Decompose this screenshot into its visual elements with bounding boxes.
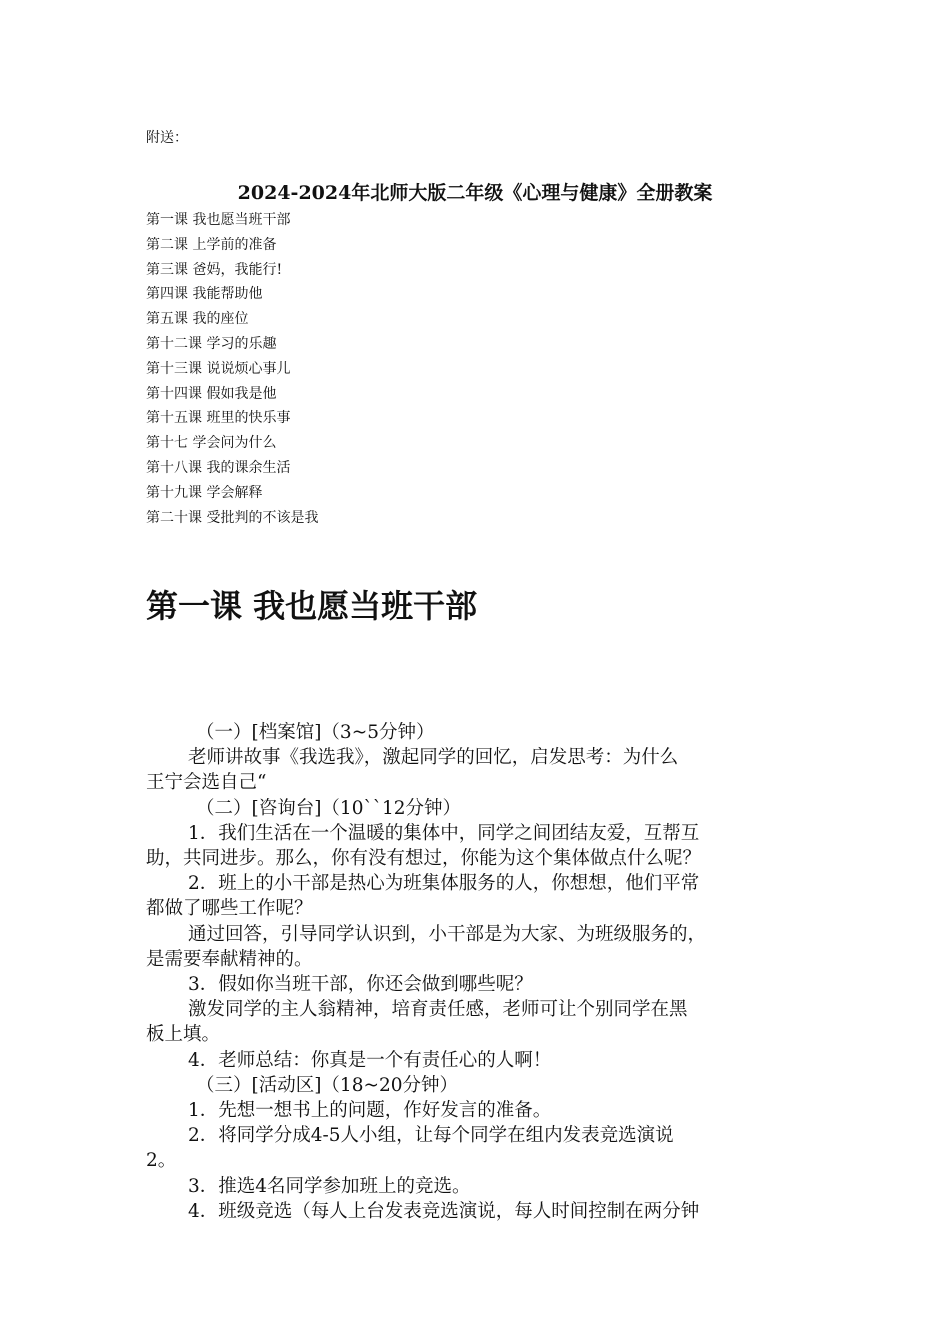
body-line: 板上填。 [146,1024,221,1046]
lesson-body [146,720,810,1224]
section-heading: （一）[档案馆]（3~5分钟） [196,722,435,743]
toc-item: 第五课 我的座位 [146,311,249,328]
body-line: 3．假如你当班干部，你还会做到哪些呢？ [188,974,533,996]
toc-item: 第四课 我能帮助他 [146,286,263,303]
body-line: 2。 [146,1150,177,1172]
body-line: 老师讲故事《我选我》，激起同学的回忆，启发思考：为什么 [188,747,679,769]
body-line: 都做了哪些工作呢？ [146,898,313,920]
toc-item: 第十二课 学习的乐趣 [146,335,277,352]
body-line: 王宁会选自己“ [146,772,267,794]
body-line: 是需要奉献精神的。 [146,948,313,970]
body-line: 激发同学的主人翁精神，培育责任感，老师可让个别同学在黑 [188,999,688,1021]
toc-item: 第三课 爸妈，我能行! [146,261,283,278]
toc-item: 第二课 上学前的准备 [146,236,277,253]
section-heading: （二）[咨询台]（10``12分钟） [196,797,462,819]
body-line: 1．先想一想书上的问题，作好发言的准备。 [188,1100,552,1122]
lesson-title: 第一课 我也愿当班干部 [146,587,478,625]
body-line: 1．我们生活在一个温暖的集体中，同学之间团结友爱，互帮互 [188,822,700,844]
toc-item: 第十三课 说说烦心事儿 [146,360,291,377]
toc-item: 第十八课 我的课余生活 [146,459,291,476]
body-line: 2．班上的小干部是热心为班集体服务的人，你想想，他们平常 [188,873,700,895]
body-line: 4．班级竞选（每人上台发表竞选演说，每人时间控制在两分钟 [188,1200,700,1222]
document-title: 2024-2024年北师大版二年级《心理与健康》全册教案 [237,182,713,204]
body-line: 通过回答，引导同学认识到，小干部是为大家、为班级服务的， [188,923,707,945]
toc-item: 第二十课 受批判的不该是我 [146,509,319,526]
body-line: 3．推选4名同学参加班上的竞选。 [188,1175,471,1197]
toc-item: 第十四课 假如我是他 [146,385,277,402]
toc-item: 第十九课 学会解释 [146,484,263,501]
attachment-note: 附送： [146,130,188,146]
body-line: 2．将同学分成4-5人小组，让每个同学在组内发表竞选演说 [188,1125,674,1147]
toc-item: 第十五课 班里的快乐事 [146,410,291,427]
body-line: 4．老师总结：你真是一个有责任心的人啊！ [188,1049,552,1071]
table-of-contents [146,208,318,530]
toc-item: 第十七 学会问为什么 [146,435,277,452]
section-heading: （三）[活动区]（18~20分钟） [196,1074,459,1096]
body-line: 助，共同进步。那么，你有没有想过，你能为这个集体做点什么呢？ [146,848,702,870]
toc-item: 第一课 我也愿当班干部 [146,212,291,228]
